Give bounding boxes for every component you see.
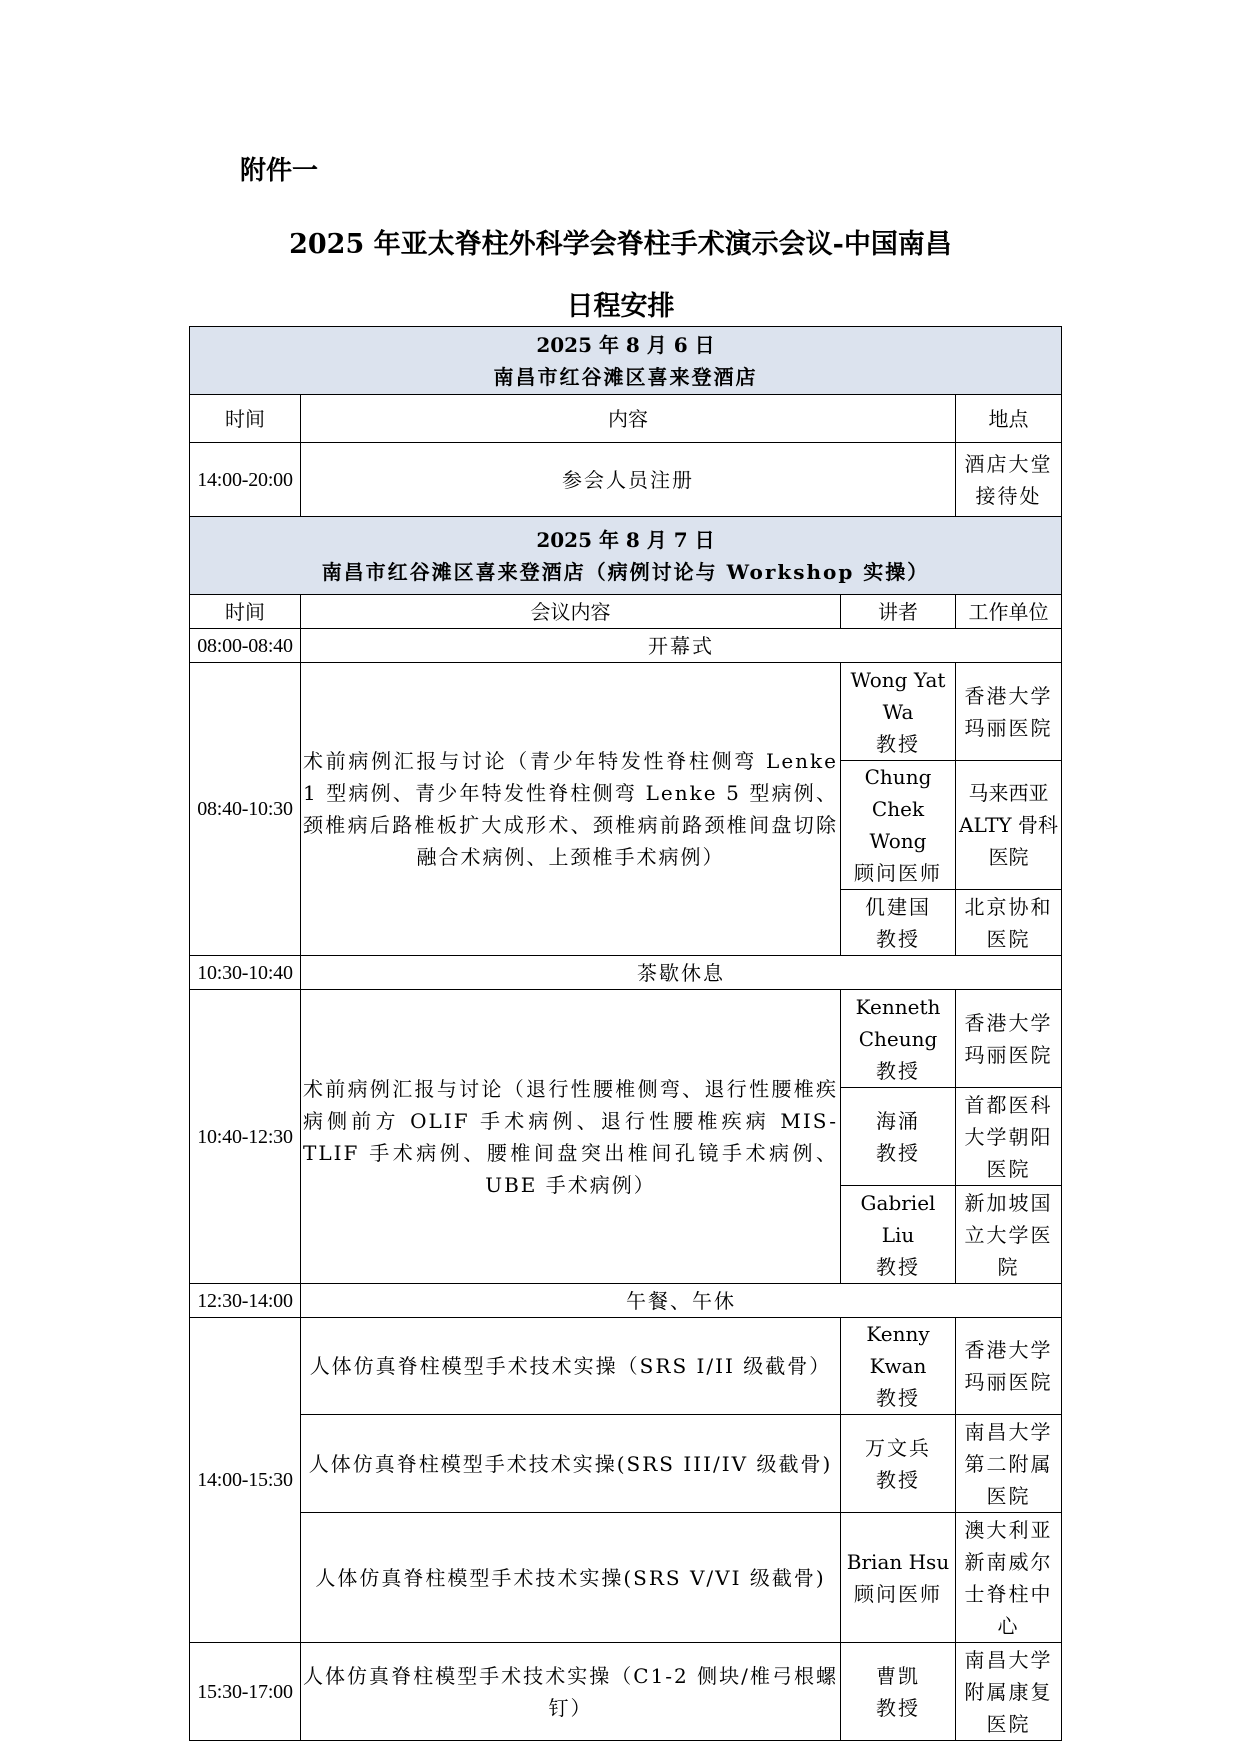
table-row	[190, 629, 1062, 663]
day2-header-row	[190, 517, 1062, 595]
schedule-table	[189, 326, 1062, 1741]
speaker-cell	[841, 1088, 956, 1186]
row-place	[956, 443, 1062, 517]
speaker-cell	[841, 1186, 956, 1284]
document-subtitle: 日程安排	[566, 291, 675, 322]
table-row	[190, 663, 1062, 761]
row-content: 术前病例汇报与讨论（青少年特发性脊柱侧弯 Lenke 1 型病例、青少年特发性脊柱侧弯 Lenke 5 型病例、颈椎病后路椎板扩大成形术、颈椎病前路颈椎间盘切除融合术病例、上颈椎手术病例）	[301, 663, 841, 956]
day2-col-time: 时间	[190, 595, 301, 629]
table-row	[190, 1318, 1062, 1415]
speaker-title: 顾问医师	[854, 1581, 942, 1606]
speaker-cell	[841, 990, 956, 1088]
table-row	[190, 1513, 1062, 1643]
table-row	[190, 956, 1062, 990]
row-content: 参会人员注册	[301, 443, 956, 517]
row-time: 10:40-12:30	[190, 990, 301, 1284]
unit-cell: 首都医科大学朝阳医院	[956, 1088, 1062, 1186]
day2-col-speaker: 讲者	[841, 595, 956, 629]
speaker-title: 教授	[876, 731, 920, 756]
row-content: 人体仿真脊柱模型手术技术实操(SRS III/IV 级截骨)	[301, 1415, 841, 1513]
row-time: 15:30-17:00	[190, 1643, 301, 1741]
attachment-label: 附件一	[240, 156, 319, 186]
speaker-title: 教授	[876, 1695, 920, 1720]
table-row	[190, 443, 1062, 517]
place-line: 酒店大堂	[964, 451, 1053, 476]
speaker-name: 曹凯	[876, 1663, 920, 1688]
speaker-name: 万文兵	[865, 1435, 931, 1460]
day2-column-headers	[190, 595, 1062, 629]
speaker-title: 教授	[876, 1467, 920, 1492]
unit-cell: 澳大利亚新南威尔士脊柱中心	[956, 1513, 1062, 1643]
unit-cell: 南昌大学附属康复医院	[956, 1643, 1062, 1741]
speaker-name: Chung Chek Wong	[864, 765, 932, 853]
speaker-title: 教授	[876, 1386, 920, 1410]
speaker-cell	[841, 761, 956, 890]
speaker-title: 教授	[876, 1058, 920, 1083]
day1-venue: 南昌市红谷滩区喜来登酒店	[493, 364, 758, 389]
day1-column-headers	[190, 395, 1062, 443]
row-time: 14:00-15:30	[190, 1318, 301, 1643]
speaker-title: 教授	[876, 1254, 920, 1279]
speaker-cell	[841, 1318, 956, 1415]
unit-cell: 香港大学玛丽医院	[956, 663, 1062, 761]
speaker-cell	[841, 663, 956, 761]
unit-cell: 香港大学玛丽医院	[956, 990, 1062, 1088]
day1-header	[190, 327, 1062, 395]
unit-cell: 南昌大学第二附属医院	[956, 1415, 1062, 1513]
day2-col-unit: 工作单位	[956, 595, 1062, 629]
row-label: 午餐、午休	[301, 1284, 1062, 1318]
day1-col-content: 内容	[301, 395, 956, 443]
table-row	[190, 1284, 1062, 1318]
row-label: 茶歇休息	[301, 956, 1062, 990]
speaker-cell	[841, 1415, 956, 1513]
unit-cell: 新加坡国立大学医院	[956, 1186, 1062, 1284]
speaker-title: 教授	[876, 926, 920, 951]
row-time: 08:40-10:30	[190, 663, 301, 956]
speaker-name: Brian Hsu	[846, 1549, 950, 1574]
day2-venue: 南昌市红谷滩区喜来登酒店（病例讨论与 Workshop 实操）	[321, 559, 930, 584]
row-time: 12:30-14:00	[190, 1284, 301, 1318]
speaker-cell	[841, 1513, 956, 1643]
day1-col-place: 地点	[956, 395, 1062, 443]
document-title: 2025 年亚太脊柱外科学会脊柱手术演示会议-中国南昌	[289, 229, 952, 260]
day1-date: 2025 年 8 月 6 日	[536, 332, 715, 357]
unit-cell: 马来西亚ALTY 骨科医院	[956, 761, 1062, 890]
row-time: 08:00-08:40	[190, 629, 301, 663]
table-row	[190, 1643, 1062, 1741]
speaker-name: Kenneth Cheung	[855, 994, 941, 1051]
speaker-cell	[841, 890, 956, 956]
speaker-name: Gabriel Liu	[860, 1190, 936, 1247]
day1-header-row	[190, 327, 1062, 395]
place-line: 接待处	[975, 483, 1042, 508]
day2-header	[190, 517, 1062, 595]
row-content: 人体仿真脊柱模型手术技术实操（SRS I/II 级截骨）	[301, 1318, 841, 1415]
speaker-name: 海涌	[876, 1108, 920, 1133]
day1-col-time: 时间	[190, 395, 301, 443]
speaker-cell	[841, 1643, 956, 1741]
speaker-title: 顾问医师	[854, 861, 942, 885]
speaker-title: 教授	[876, 1140, 920, 1165]
unit-cell: 香港大学玛丽医院	[956, 1318, 1062, 1415]
table-row	[190, 990, 1062, 1088]
table-row	[190, 1415, 1062, 1513]
speaker-name: Kenny Kwan	[866, 1322, 930, 1378]
speaker-name: Wong Yat Wa	[850, 667, 946, 724]
row-time: 10:30-10:40	[190, 956, 301, 990]
row-content: 术前病例汇报与讨论（退行性腰椎侧弯、退行性腰椎疾病侧前方 OLIF 手术病例、退行性腰椎疾病 MIS-TLIF 手术病例、腰椎间盘突出椎间孔镜手术病例、UBE 手术病例）	[301, 990, 841, 1284]
speaker-name: 仉建国	[865, 894, 931, 919]
row-content: 人体仿真脊柱模型手术技术实操(SRS V/VI 级截骨)	[301, 1513, 841, 1643]
row-label: 开幕式	[301, 629, 1062, 663]
unit-cell: 北京协和医院	[956, 890, 1062, 956]
day2-col-content: 会议内容	[301, 595, 841, 629]
row-content: 人体仿真脊柱模型手术技术实操（C1-2 侧块/椎弓根螺钉）	[301, 1643, 841, 1741]
row-time: 14:00-20:00	[190, 443, 301, 517]
day2-date: 2025 年 8 月 7 日	[536, 527, 715, 552]
